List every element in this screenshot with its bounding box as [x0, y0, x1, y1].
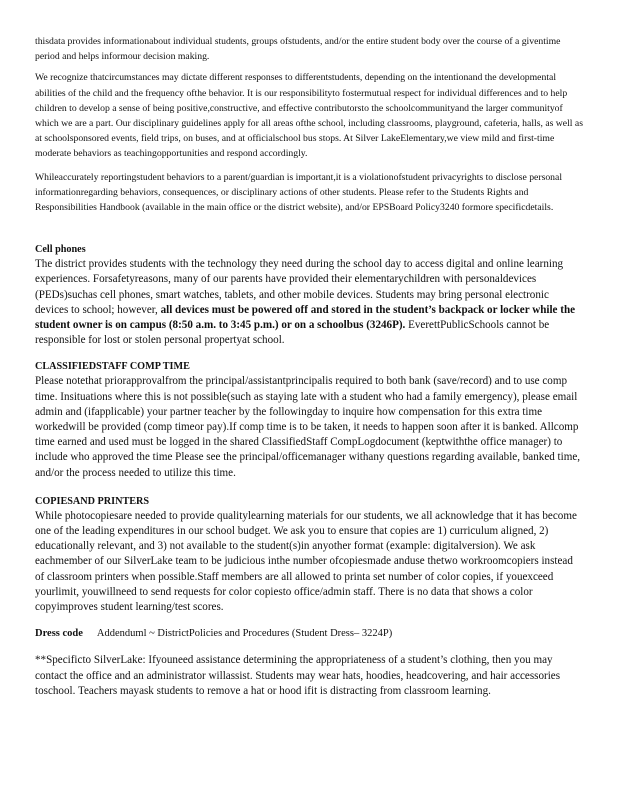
dress-code-text: Addenduml ~ DistrictPolicies and Procedures (Student Dress– 3224P)	[96, 628, 393, 640]
section-comp-time	[35, 360, 583, 480]
comp-time-text: Please notethat priorapprovalfrom the principal/assistantprincipalis required to both bank (save/record) and to use comp time. Insituations where this is not possible(such as staying late with a student who had a family emergency), please email admin and (ifapplicable) your partner teacher by the followingday to inquire how compensation for this extra time workedwill be provided (comp timeor pay).If comp time is to be taken, it needs to happen soon after it is banked. Allcomp time earned and used must be logged in the shared ClassifiedStaff CompLogdocument (keptwiththe office manager) to include who approved the time Please see the principal/officemanager withany questions regarding available, banked time, and/or the process needed to utilize this time.	[35, 375, 581, 479]
comp-time-heading: CLASSIFIEDSTAFF COMP TIME	[35, 361, 190, 373]
dress-code-line	[35, 627, 583, 641]
section-copies	[35, 495, 583, 615]
paragraph-decision-making: thisdata provides informationabout individual students, groups ofstudents, and/or the entire student body over the course of a giventime period and helps informour decision making.	[35, 36, 561, 63]
specific-silver-lake-text: **Specificto SilverLake: Ifyouneed assistance determining the appropriateness of a student’s clothing, then you may contact the office and an administrator willassist. Students may wear hats, hoodies, headcovering, and hair accessories toschool. Teachers mayask students to remove a hat or hood ifit is distracting from classroom learning.	[35, 654, 561, 697]
cell-phones-text	[35, 257, 583, 348]
copies-heading: COPIESAND PRINTERS	[35, 495, 150, 507]
document-page	[35, 34, 583, 699]
copies-text: While photocopiesare needed to provide qualitylearning materials for our students, we all acknowledge that it has become one of the leading expenditures in our school budget. We ask you to ensure that copies are 1) curriculum aligned, 2) educationally relevant, and 3) not available to the student(s)in anyother format (example: digitalversion). We ask eachmember of our SilverLake team to be judicious inthe number ofcopiesmade anduse thetwo workroomcopiers instead of classroom printers when possible.Staff members are all allowed to printa set number of color copies, if youexceed yourlimit, youwillneed to send requests for color copiesto office/admin staff. There is no data that shows a color copyimproves student learning/test scores.	[35, 509, 577, 614]
paragraph-privacy: Whileaccurately reportingstudent behaviors to a parent/guardian is important,it is a violationofstudent privacyrights to disclose personal informationregarding behaviors, consequences, or disciplinary actions of other students. Please refer to the Students Rights and Responsibilities Handbook (available in the main office or the district website), and/or EPSBoard Policy3240 formore specificdetails.	[35, 171, 563, 214]
dress-code-label: Dress code	[35, 628, 83, 640]
cell-phones-heading: Cell phones	[35, 244, 86, 256]
paragraph-discipline-approach: We recognize thatcircumstances may dictate different responses to differentstudents, depending on the intentionand the developmental abilities of the child and the frequency ofthe behavior. It is our responsibilityto fostermutual respect for individual differences and to help children to develop a sense of being positive,constructive, and effective contributorsto the schoolcommunityand the larger communityof which we are a part. Our disciplinary guidelines apply for all areas ofthe school, including classrooms, playground, cafeteria, halls, as well as at schoolsponsored events, field trips, on buses, and at officialschool bus stops. At Silver LakeElementary,we view mild and first-time moderate behaviors as teachingopportunities and respond accordingly.	[35, 72, 583, 160]
cell-phones-text-b: EverettPublicSchools cannot be responsible for lost or stolen personal propertyat school.	[35, 319, 550, 347]
section-cell-phones	[35, 243, 583, 348]
cell-phones-text-bold: all devices must be powered off and stored in the student’s backpack or locker while the student owner is on campus (8:50 a.m. to 3:45 p.m.) or on a schoolbus (3246P).	[35, 303, 576, 332]
cell-phones-text-a: The district provides students with the technology they need during the school day to access digital and online learning experiences. Forsafetyreasons, many of our parents have provided their elementarychildren with personaldevices (PEDs)suchas cell phones, smart watches, tablets, and other mobile devices. Students may bring personal electronic devices to school; however,	[35, 258, 564, 316]
